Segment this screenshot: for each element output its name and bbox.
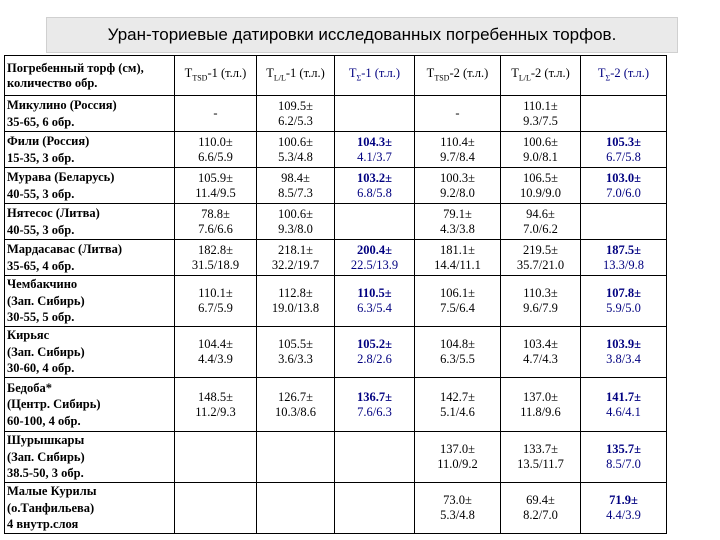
header-tll-2: $T_{L/L}-2$ (т.л.) (501, 56, 581, 96)
age-error: 9.6/7.9 (523, 301, 558, 315)
age-cell-tsum-1 (335, 168, 415, 204)
age-cell-tll-1 (257, 378, 335, 432)
age-value: 135.7± (606, 442, 641, 456)
age-cell-ttsd-2 (415, 483, 501, 534)
age-error: 7.6/6.3 (357, 404, 392, 419)
age-value: 103.2± (357, 170, 392, 185)
age-value: 136.7± (357, 389, 392, 404)
age-cell-tll-2 (501, 240, 581, 276)
slide-title: Уран-ториевые датировки исследованных погребенных торфов. (107, 25, 617, 44)
site-cell (5, 96, 175, 132)
age-cell-tsum-2 (581, 432, 667, 483)
age-value: 104.4± (198, 337, 233, 351)
age-value: 78.8± (201, 206, 230, 221)
age-cell-tll-2 (501, 132, 581, 168)
age-error: 11.8/9.6 (520, 404, 561, 419)
age-cell-ttsd-2 (415, 132, 501, 168)
age-error: 7.0/6.2 (523, 221, 558, 236)
age-value: 200.4± (357, 242, 392, 257)
age-value: 112.8± (278, 286, 313, 300)
age-error: 4.1/3.7 (357, 149, 392, 164)
age-error: 8.5/7.0 (606, 457, 641, 471)
site-line: (о.Танфильева) (7, 500, 95, 515)
age-error: 7.0/6.0 (606, 185, 641, 200)
age-error: 6.7/5.8 (606, 149, 641, 164)
age-value: 105.5± (278, 337, 313, 351)
age-cell-tll-1 (257, 96, 335, 132)
age-cell-ttsd-1 (175, 132, 257, 168)
age-error: 5.1/4.6 (440, 404, 475, 419)
age-error: 5.9/5.0 (606, 301, 641, 315)
table-row (5, 96, 667, 132)
site-line: Фили (Россия) (7, 134, 90, 148)
site-cell (5, 276, 175, 327)
site-line: Малые Курилы (7, 484, 97, 498)
site-line: 15-35, 3 обр. (7, 150, 75, 165)
age-error: 2.8/2.6 (357, 352, 392, 366)
age-error: 13.5/11.7 (517, 457, 564, 471)
age-value: 110.4± (440, 134, 475, 149)
age-cell-tsum-2 (581, 168, 667, 204)
site-cell (5, 432, 175, 483)
age-value: 110.3± (523, 286, 558, 300)
age-cell-ttsd-2 (415, 276, 501, 327)
age-error: 11.4/9.5 (195, 185, 236, 200)
age-value: 107.8± (606, 286, 641, 300)
age-cell-ttsd-2 (415, 204, 501, 240)
table-row (5, 132, 667, 168)
site-line: 35-65, 4 обр. (7, 258, 75, 273)
age-value: 104.3± (357, 134, 392, 149)
age-value: 100.3± (440, 170, 475, 185)
age-error: 4.6/4.1 (606, 404, 641, 419)
age-value: 137.0± (523, 389, 558, 404)
header-tsum-2: $T_\Sigma-2$ (т.л.) (581, 56, 667, 96)
age-cell-tll-2 (501, 378, 581, 432)
site-line: Кирьяс (7, 328, 50, 343)
age-cell-ttsd-2 (415, 378, 501, 432)
site-line: Микулино (Россия) (7, 98, 117, 112)
site-line: 60-100, 4 обр. (7, 413, 81, 428)
site-line: 40-55, 3 обр. (7, 222, 75, 237)
site-cell (5, 483, 175, 534)
age-value: 142.7± (440, 389, 475, 404)
age-cell-tll-1 (257, 204, 335, 240)
age-value: 187.5± (606, 242, 641, 257)
age-value: 218.1± (278, 242, 313, 257)
age-value: 103.9± (606, 337, 641, 351)
age-error: 6.2/5.3 (278, 113, 313, 128)
age-cell-tsum-2 (581, 240, 667, 276)
age-cell-ttsd-2 (415, 240, 501, 276)
table-header-row (5, 56, 667, 96)
site-line: Мардасавас (Литва) (7, 242, 123, 256)
site-line: (Центр. Сибирь) (7, 397, 101, 412)
age-value: 105.3± (606, 134, 641, 149)
site-line: Нятесос (Литва) (7, 206, 100, 220)
age-value: 100.6± (278, 134, 313, 149)
age-cell-tsum-2 (581, 483, 667, 534)
site-cell (5, 378, 175, 432)
table-row (5, 432, 667, 483)
age-error: 32.2/19.7 (271, 257, 320, 272)
age-error: 3.6/3.3 (278, 352, 313, 366)
site-cell (5, 132, 175, 168)
age-error: 19.0/13.8 (271, 301, 320, 315)
table-row (5, 276, 667, 327)
age-cell-tll-1 (257, 327, 335, 378)
age-value: 103.4± (523, 337, 558, 351)
age-cell-ttsd-1 (175, 96, 257, 132)
age-error: 10.3/8.6 (275, 404, 316, 419)
age-cell-tll-2 (501, 276, 581, 327)
age-cell-tsum-1 (335, 378, 415, 432)
header-site: Погребенный торф (см), количество обр. (5, 56, 175, 96)
age-cell-ttsd-2 (415, 96, 501, 132)
age-cell-ttsd-1 (175, 168, 257, 204)
age-value: 137.0± (440, 442, 475, 456)
age-cell-ttsd-1 (175, 240, 257, 276)
age-error: 9.3/7.5 (523, 113, 558, 128)
age-value: 106.5± (523, 170, 558, 185)
header-tll-1: $T_{L/L}-1$ (т.л.) (257, 56, 335, 96)
age-error: 5.3/4.8 (440, 507, 475, 522)
age-error: 9.7/8.4 (440, 149, 475, 164)
age-error: 5.3/4.8 (278, 149, 313, 164)
age-cell-tsum-2 (581, 204, 667, 240)
age-cell-tll-2 (501, 204, 581, 240)
age-value: 71.9± (609, 492, 638, 507)
age-cell-tsum-2 (581, 378, 667, 432)
table-row (5, 378, 667, 432)
age-value: 148.5± (198, 389, 233, 404)
age-value: 126.7± (278, 389, 313, 404)
age-cell-ttsd-1 (175, 276, 257, 327)
age-error: 7.5/6.4 (440, 301, 475, 315)
header-tsum-1: $T_\Sigma-1$ (т.л.) (335, 56, 415, 96)
age-error: 9.3/8.0 (278, 221, 313, 236)
age-value: 79.1± (443, 206, 472, 221)
age-cell-tll-2 (501, 168, 581, 204)
age-cell-tll-1 (257, 276, 335, 327)
age-cell-tll-2 (501, 483, 581, 534)
age-value: 103.0± (606, 170, 641, 185)
age-cell-ttsd-2 (415, 327, 501, 378)
age-cell-tsum-1 (335, 132, 415, 168)
age-error: 11.2/9.3 (195, 404, 236, 419)
age-cell-ttsd-2 (415, 168, 501, 204)
header-ttsd-1: $T_{TSD}-1$ (т.л.) (175, 56, 257, 96)
age-value: 104.8± (440, 337, 475, 351)
age-error: 9.2/8.0 (440, 185, 475, 200)
age-cell-ttsd-1 (175, 378, 257, 432)
age-error: 7.6/6.6 (198, 221, 233, 236)
age-error: 10.9/9.0 (520, 185, 561, 200)
age-cell-tll-1 (257, 168, 335, 204)
site-line: 40-55, 3 обр. (7, 186, 75, 201)
age-cell-ttsd-1 (175, 327, 257, 378)
age-cell-tll-1 (257, 132, 335, 168)
dating-table (4, 55, 667, 534)
age-value: 110.0± (198, 134, 233, 149)
site-line: 4 внутр.слоя (7, 517, 79, 531)
age-error: 13.3/9.8 (603, 257, 644, 272)
age-value: 100.6± (278, 206, 313, 221)
age-value: 94.6± (526, 206, 555, 221)
age-value: 105.2± (357, 337, 392, 351)
header-ttsd-2: $T_{TSD}-2$ (т.л.) (415, 56, 501, 96)
age-value: 219.5± (523, 242, 558, 257)
site-line: 30-55, 5 обр. (7, 310, 75, 325)
age-cell-tll-1 (257, 240, 335, 276)
age-error: 8.2/7.0 (523, 507, 558, 522)
age-cell-tsum-1 (335, 240, 415, 276)
site-line: 35-65, 6 обр. (7, 114, 75, 129)
age-error: 4.3/3.8 (440, 221, 475, 236)
age-cell-tll-2 (501, 327, 581, 378)
age-value: 181.1± (440, 242, 475, 257)
age-value: 110.1± (198, 286, 233, 300)
age-cell-tsum-1 (335, 276, 415, 327)
age-cell-tsum-2 (581, 327, 667, 378)
age-cell-tsum-2 (581, 132, 667, 168)
table-row (5, 240, 667, 276)
age-cell-tll-2 (501, 96, 581, 132)
age-value: 100.6± (523, 134, 558, 149)
age-error: 35.7/21.0 (516, 257, 565, 272)
site-line: (Зап. Сибирь) (7, 449, 85, 464)
age-value: 110.5± (357, 286, 392, 300)
site-line: Мурава (Беларусь) (7, 170, 115, 184)
slide-title-box (46, 17, 678, 53)
table-row (5, 327, 667, 378)
age-cell-tsum-2 (581, 276, 667, 327)
age-cell-ttsd-1 (175, 483, 257, 534)
age-error: 11.0/9.2 (437, 457, 478, 471)
age-cell-tsum-1 (335, 327, 415, 378)
age-cell-tsum-1 (335, 204, 415, 240)
age-value: 106.1± (440, 286, 475, 300)
site-line: Шурышкары (7, 433, 85, 448)
age-value: 182.8± (198, 242, 233, 257)
table-row (5, 483, 667, 534)
age-error: 22.5/13.9 (350, 257, 399, 272)
age-cell-tll-1 (257, 483, 335, 534)
age-error: 6.3/5.4 (357, 301, 392, 315)
age-cell-ttsd-1 (175, 204, 257, 240)
age-value: 109.5± (278, 98, 313, 113)
site-line: (Зап. Сибирь) (7, 293, 85, 308)
age-cell-tll-1 (257, 432, 335, 483)
age-cell-tsum-1 (335, 432, 415, 483)
age-error: 14.4/11.1 (434, 257, 481, 272)
site-cell (5, 240, 175, 276)
age-cell-ttsd-1 (175, 432, 257, 483)
site-line: 38.5-50, 3 обр. (7, 466, 84, 481)
age-error: 3.8/3.4 (606, 352, 641, 366)
age-error: 6.8/5.8 (357, 185, 392, 200)
site-line: 30-60, 4 обр. (7, 361, 75, 376)
table-row (5, 168, 667, 204)
age-cell-tsum-1 (335, 483, 415, 534)
age-error: 4.4/3.9 (198, 352, 233, 366)
site-cell (5, 168, 175, 204)
age-value: 73.0± (443, 492, 472, 507)
site-line: Бедоба* (7, 380, 52, 395)
age-value: - (213, 106, 218, 120)
age-value: 133.7± (523, 442, 558, 456)
age-error: 31.5/18.9 (191, 257, 240, 272)
site-line: (Зап. Сибирь) (7, 344, 85, 359)
age-value: 141.7± (606, 389, 641, 404)
age-cell-tsum-1 (335, 96, 415, 132)
age-cell-ttsd-2 (415, 432, 501, 483)
site-cell (5, 204, 175, 240)
age-error: 9.0/8.1 (523, 149, 558, 164)
age-value: 69.4± (526, 492, 555, 507)
age-value: 110.1± (523, 98, 558, 113)
age-error: 6.7/5.9 (198, 301, 233, 315)
age-cell-tll-2 (501, 432, 581, 483)
age-error: 4.7/4.3 (523, 352, 558, 366)
age-value: 105.9± (198, 170, 233, 185)
age-value: 98.4± (281, 170, 310, 185)
table-row (5, 204, 667, 240)
site-line: Чембакчино (7, 277, 78, 292)
age-error: 8.5/7.3 (278, 185, 313, 200)
age-value: - (455, 106, 460, 120)
age-cell-tsum-2 (581, 96, 667, 132)
age-error: 6.3/5.5 (440, 352, 475, 366)
age-error: 4.4/3.9 (606, 507, 641, 522)
site-cell (5, 327, 175, 378)
age-error: 6.6/5.9 (198, 149, 233, 164)
